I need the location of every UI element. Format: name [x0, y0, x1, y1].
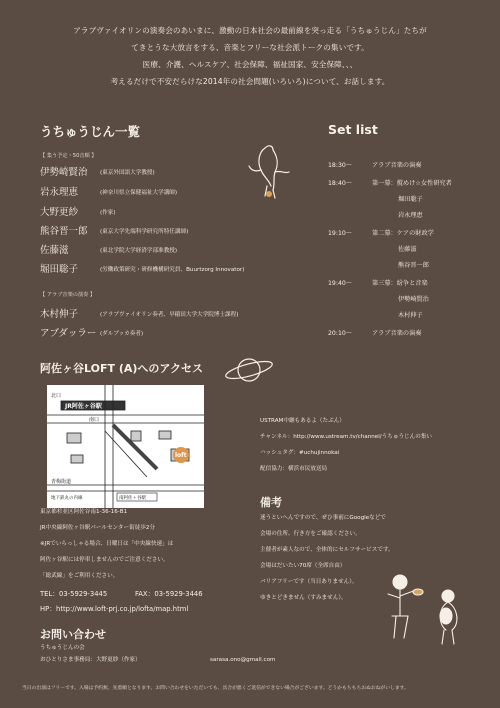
access-title: 阿佐ヶ谷LOFT (A)へのアクセス: [40, 362, 204, 375]
member-affil: (ダルブッカ奏者): [100, 331, 144, 337]
member-name: 堀田聡子: [40, 264, 79, 275]
map-minamiasagaya-label: 南阿佐ヶ谷駅: [119, 496, 146, 501]
bikou-line: 会場の住所、行き方をご確認ください。: [260, 531, 361, 537]
bikou-line: 主催者が素人なので、全体的にセルフサービスです。: [260, 547, 394, 553]
member-affil: (東京大学先端科学研究所特任講師): [100, 229, 189, 235]
contact-office: おひとりさま事務局：大野更紗（作家）: [40, 657, 141, 663]
map-loft-label: loft: [175, 452, 187, 459]
intro-line: てきとうな大放言をする、音楽とフリーな社会派トークの集いです。: [131, 43, 369, 52]
map-subway-label: 地下鉄丸の内線: [51, 496, 83, 501]
setlist-time: 19:40〜: [328, 280, 353, 287]
setlist-time: 18:40〜: [328, 180, 353, 187]
intro: [0, 22, 500, 90]
footer-note: 当日の出演はフリーです。入場は予約無、先着順となります。お問い合わせをいただいても、具合が悪くご返信ができない場合がございます。どうかもちもちおぬおねがいします。: [22, 686, 409, 691]
member-affil: (アラブヴァイオリン奏者、早稲田大学大学院博士課程): [100, 312, 239, 318]
stream-hashtag: ハッシュタグ：#uchujinnokai: [260, 450, 340, 456]
map-kita-label: 北口: [51, 393, 62, 399]
bikou-line: ゆきとどきません（すみません）。: [260, 595, 347, 601]
setlist-title: Set list: [328, 122, 378, 137]
contact-email[interactable]: sarasa.ono@gmail.com: [210, 657, 276, 663]
setlist-item: アラブ音楽の演奏: [372, 330, 422, 337]
member-affil: (作家): [100, 210, 116, 216]
musicians-note: 【 アラブ音楽の演奏 】: [40, 292, 96, 298]
intro-line: アラブヴァイオリンの演奏会のあいまに、激動の日本社会の最前線を突っ走る「うちゅうじん」たちが: [73, 26, 427, 35]
access-line: ※JRでいらっしゃる場合、日曜日は「中央線快速」は: [40, 541, 174, 547]
members-note: 【 集う予定・50音順 】: [40, 153, 97, 159]
contact-org: うちゅうじんの会: [40, 645, 85, 651]
bikou-line: 会場はだいたい70席（全席自由）: [260, 563, 346, 569]
bikou-line: バリアフリーです（当日ありません）。: [260, 579, 358, 585]
member-name: 熊谷晋一郎: [40, 226, 88, 237]
member-name: アブダッラー: [40, 328, 97, 339]
member-affil: (労働政策研究・研修機構研究員、Buurtzorg Innovator): [100, 267, 245, 273]
member-name: 佐藤滋: [40, 245, 69, 256]
stream-line: 配信協力：横浜市民放送局: [260, 466, 328, 472]
setlist-item: 堀田聡子: [398, 196, 423, 203]
members-title: うちゅうじん一覧: [40, 124, 141, 139]
setlist-item: 佐藤滋: [398, 246, 417, 253]
setlist-item: アラブ音楽の演奏: [372, 162, 422, 169]
map-station-label: JR阿佐ヶ谷駅: [65, 403, 102, 410]
access-line: JR中央線阿佐ヶ谷駅パールセンター街徒歩2分: [40, 525, 156, 531]
member-name: 岩永理恵: [40, 187, 79, 198]
musicians-illustration: [372, 568, 472, 650]
setlist-item: 熊谷晋一郎: [398, 262, 429, 269]
saturn-icon: [222, 350, 276, 390]
setlist-time: 18:30〜: [328, 162, 353, 169]
map-drawing: [47, 385, 204, 508]
member-name: 木村伸子: [40, 309, 79, 320]
member-name: 大野更紗: [40, 207, 79, 218]
member-name: 伊勢崎賢治: [40, 167, 88, 178]
access-map: [47, 385, 204, 508]
map-minami-label: 南口: [89, 417, 100, 423]
stream-line: USTRAM中継もあるよ（たぶん）: [260, 418, 345, 424]
access-tel: TEL：03-5929-3445: [40, 590, 108, 598]
access-line: 「総武線」をご利用ください。: [40, 573, 119, 579]
member-affil: (東京外国語大学教授): [100, 170, 155, 176]
access-address: 東京都杉並区阿佐谷南1-36-16-B1: [40, 509, 128, 515]
setlist-item: 第一幕：撹めけ☆女性研究者: [372, 180, 452, 187]
intro-line: 医療、介護、ヘルスケア、社会保障、福祉国家、安全保障、、、: [142, 60, 358, 69]
setlist-time: 20:10〜: [328, 330, 353, 337]
stream-channel[interactable]: チャンネル：http://www.ustream.tv/channel/うちゅうじんの集い: [260, 434, 433, 440]
member-affil: (神奈川県立保健福祉大学講師): [100, 190, 178, 196]
access-fax: FAX：03-5929-3446: [135, 590, 203, 598]
setlist-item: 第三幕：紛争と音楽: [372, 280, 428, 287]
setlist-item: 岩永理恵: [398, 212, 423, 219]
setlist-item: 伊勢崎賢治: [398, 296, 429, 303]
access-hp-link[interactable]: HP：http://www.loft-prj.co.jp/lofta/map.html: [40, 605, 189, 613]
map-ome-label: 青梅街道: [51, 479, 72, 485]
setlist-item: 木村伸子: [398, 312, 423, 319]
intro-line: 考えるだけで不安だらけな2014年の社会問題(いろいろ)について、お話します。: [110, 77, 390, 86]
bikou-line: 迷うといへんですので、ぜひ事前にGoogleなどで: [260, 515, 386, 521]
member-affil: (東北学院大学経済学部准教授): [100, 248, 178, 254]
cat-illustration: [245, 140, 295, 202]
contact-title: お問い合わせ: [40, 628, 106, 641]
setlist-time: 19:10〜: [328, 230, 353, 237]
bikou-title: 備考: [260, 496, 282, 509]
setlist-item: 第二幕：ケアの財政学: [372, 230, 434, 237]
access-line: 阿佐ヶ谷駅には停車しませんのでご注意ください。: [40, 557, 169, 563]
